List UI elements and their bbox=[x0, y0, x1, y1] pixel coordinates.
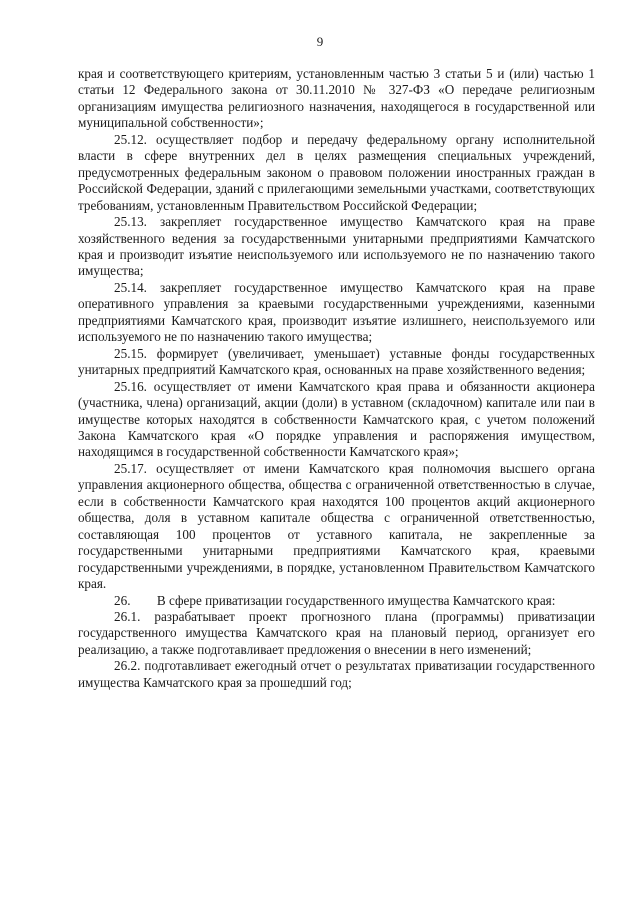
section-26-heading: 26. В сфере приватизации государственного имущества Камчатского края: bbox=[114, 592, 556, 608]
document-body bbox=[78, 66, 595, 691]
paragraph-25-15: 25.15. формирует (увеличивает, уменьшает) уставные фонды государственных унитарных предприятий Камчатского края, основанных на праве хозяйственного ведения; bbox=[78, 345, 595, 378]
page-number: 9 bbox=[316, 34, 324, 49]
paragraph-25-16: 25.16. осуществляет от имени Камчатского края права и обязанности акционера (участника, члена) организаций, акции (доли) в уставном (складочном) капитале или паи в имуществе которых находятся в собственности Камчатского края, с учетом положений Закона Камчатского края «О порядке управления и распоряжения имуществом, находящимся в государственной собственности Камчатского края»; bbox=[78, 378, 595, 460]
paragraph-25-17: 25.17. осуществляет от имени Камчатского края полномочия высшего органа управления акционерного общества, общества с ограниченной ответственностью в случае, если в собственности Камчатского края находятся 100 процентов акций акционерного общества, доля в уставном капитале общества с ограниченной ответственностью, составляющая 100 процентов от уставного капитала, не закрепленные за государственными унитарными предприятиями Камчатского края, краевыми государственными учреждениями, в порядке, установленном Правительством Камчатского края. bbox=[78, 460, 595, 592]
paragraph-25-11-continued: края и соответствующего критериям, установленным частью 3 статьи 5 и (или) частью 1 статьи 12 Федерального закона от 30.11.2010 № 327-ФЗ «О передаче религиозным организациям имущества религиозного назначения, находящегося в государственной или муниципальной собственности»; bbox=[78, 66, 595, 131]
paragraph-26-2: 26.2. подготавливает ежегодный отчет о результатах приватизации государственного имущества Камчатского края за прошедший год; bbox=[78, 658, 595, 690]
paragraph-25-14: 25.14. закрепляет государственное имущество Камчатского края на праве оперативного управления за краевыми государственными учреждениями, казенными предприятиями Камчатского края, производит изъятие излишнего, неиспользуемого или используемого не по назначению такого имущества; bbox=[78, 279, 595, 345]
paragraph-25-12: 25.12. осуществляет подбор и передачу федеральному органу исполнительной власти в сфере внутренних дел в целях размещения специальных учреждений, предусмотренных федеральным законом о правовом положении иностранных граждан в Российской Федерации, зданий с прилегающими земельными участками, соответствующих требованиям, установленным Правительством Российской Федерации; bbox=[78, 131, 595, 213]
paragraph-25-13: 25.13. закрепляет государственное имущество Камчатского края на праве хозяйственного ведения за государственными унитарными предприятиями Камчатского края и производит изъятие неиспользуемого или используемого не по назначению такого имущества; bbox=[78, 214, 595, 279]
paragraph-26-1: 26.1. разрабатывает проект прогнозного плана (программы) приватизации государственного имущества Камчатского края на плановый период, организует его реализацию, а также подготавливает предложения о внесении в него изменений; bbox=[78, 608, 595, 657]
